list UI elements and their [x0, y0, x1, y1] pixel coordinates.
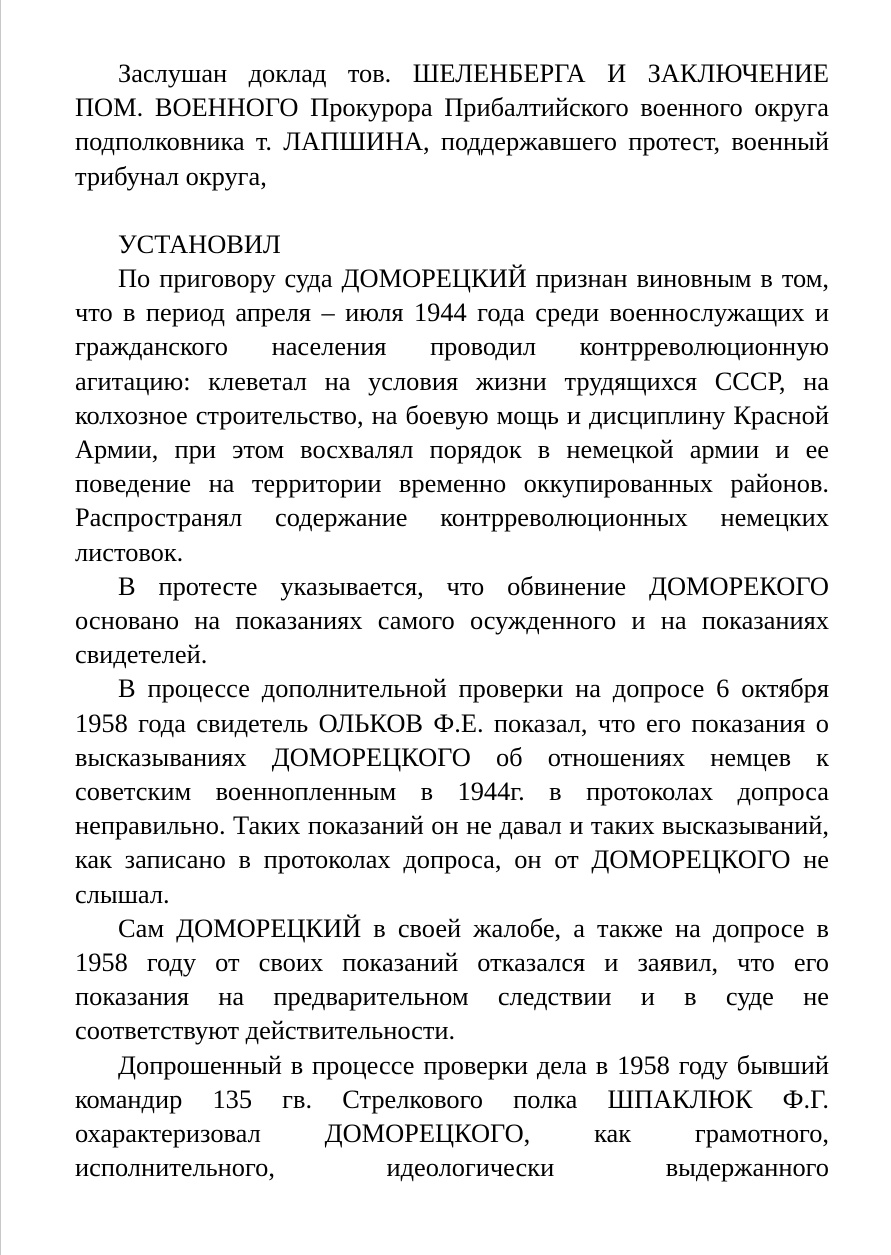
paragraph-gap [75, 193, 829, 227]
document-page [75, 56, 829, 1185]
page-left-border [0, 0, 1, 1255]
paragraph-commander-testimony: Допрошенный в процессе проверки дела в 1958 году бывший командир 135 гв. Стрелкового полка ШПАКЛЮК Ф.Г. охарактеризовал ДОМОРЕЦКОГО, как грамотного, исполнительного, идеологически выдержанного [75, 1049, 829, 1183]
paragraph-verdict: По приговору суда ДОМОРЕЦКИЙ признан виновным в том, что в период апреля – июля 1944 года среди военнослужащих и гражданского населения проводил контрреволюционную агитацию: клеветал на условия жизни трудящихся СССР, на колхозное строительство, на боевую мощь и дисциплину Красной Армии, при этом восхвалял порядок в немецкой армии и ее поведение на территории временно оккупированных районов. Распространял содержание контрреволюционных немецких листовок. [75, 263, 829, 567]
paragraph-complaint: Сам ДОМОРЕЦКИЙ в своей жалобе, а также на допросе в 1958 году от своих показаний отказался и заявил, что его показания на предварительном следствии и в суде не соответствуют действительности. [75, 912, 829, 1046]
heading-ustanovil: УСТАНОВИЛ [118, 228, 281, 259]
paragraph-intro: Заслушан доклад тов. ШЕЛЕНБЕРГА И ЗАКЛЮЧЕНИЕ ПОМ. ВОЕННОГО Прокурора Прибалтийского военного округа подполковника т. ЛАПШИНА, поддержавшего протест, военный трибунал округа, [75, 58, 829, 191]
paragraph-protest: В протесте указывается, что обвинение ДОМОРЕКОГО основано на показаниях самого осужденного и на показаниях свидетелей. [75, 570, 829, 670]
paragraph-additional-check: В процессе дополнительной проверки на допросе 6 октября 1958 года свидетель ОЛЬКОВ Ф.Е. показал, что его показания о высказываниях ДОМОРЕЦКОГО об отношениях немцев к советским военнопленным в 1944г. в протоколах допроса неправильно. Таких показаний он не давал и таких высказываний, как записано в протоколах допроса, он от ДОМОРЕЦКОГО не слышал. [75, 673, 829, 909]
